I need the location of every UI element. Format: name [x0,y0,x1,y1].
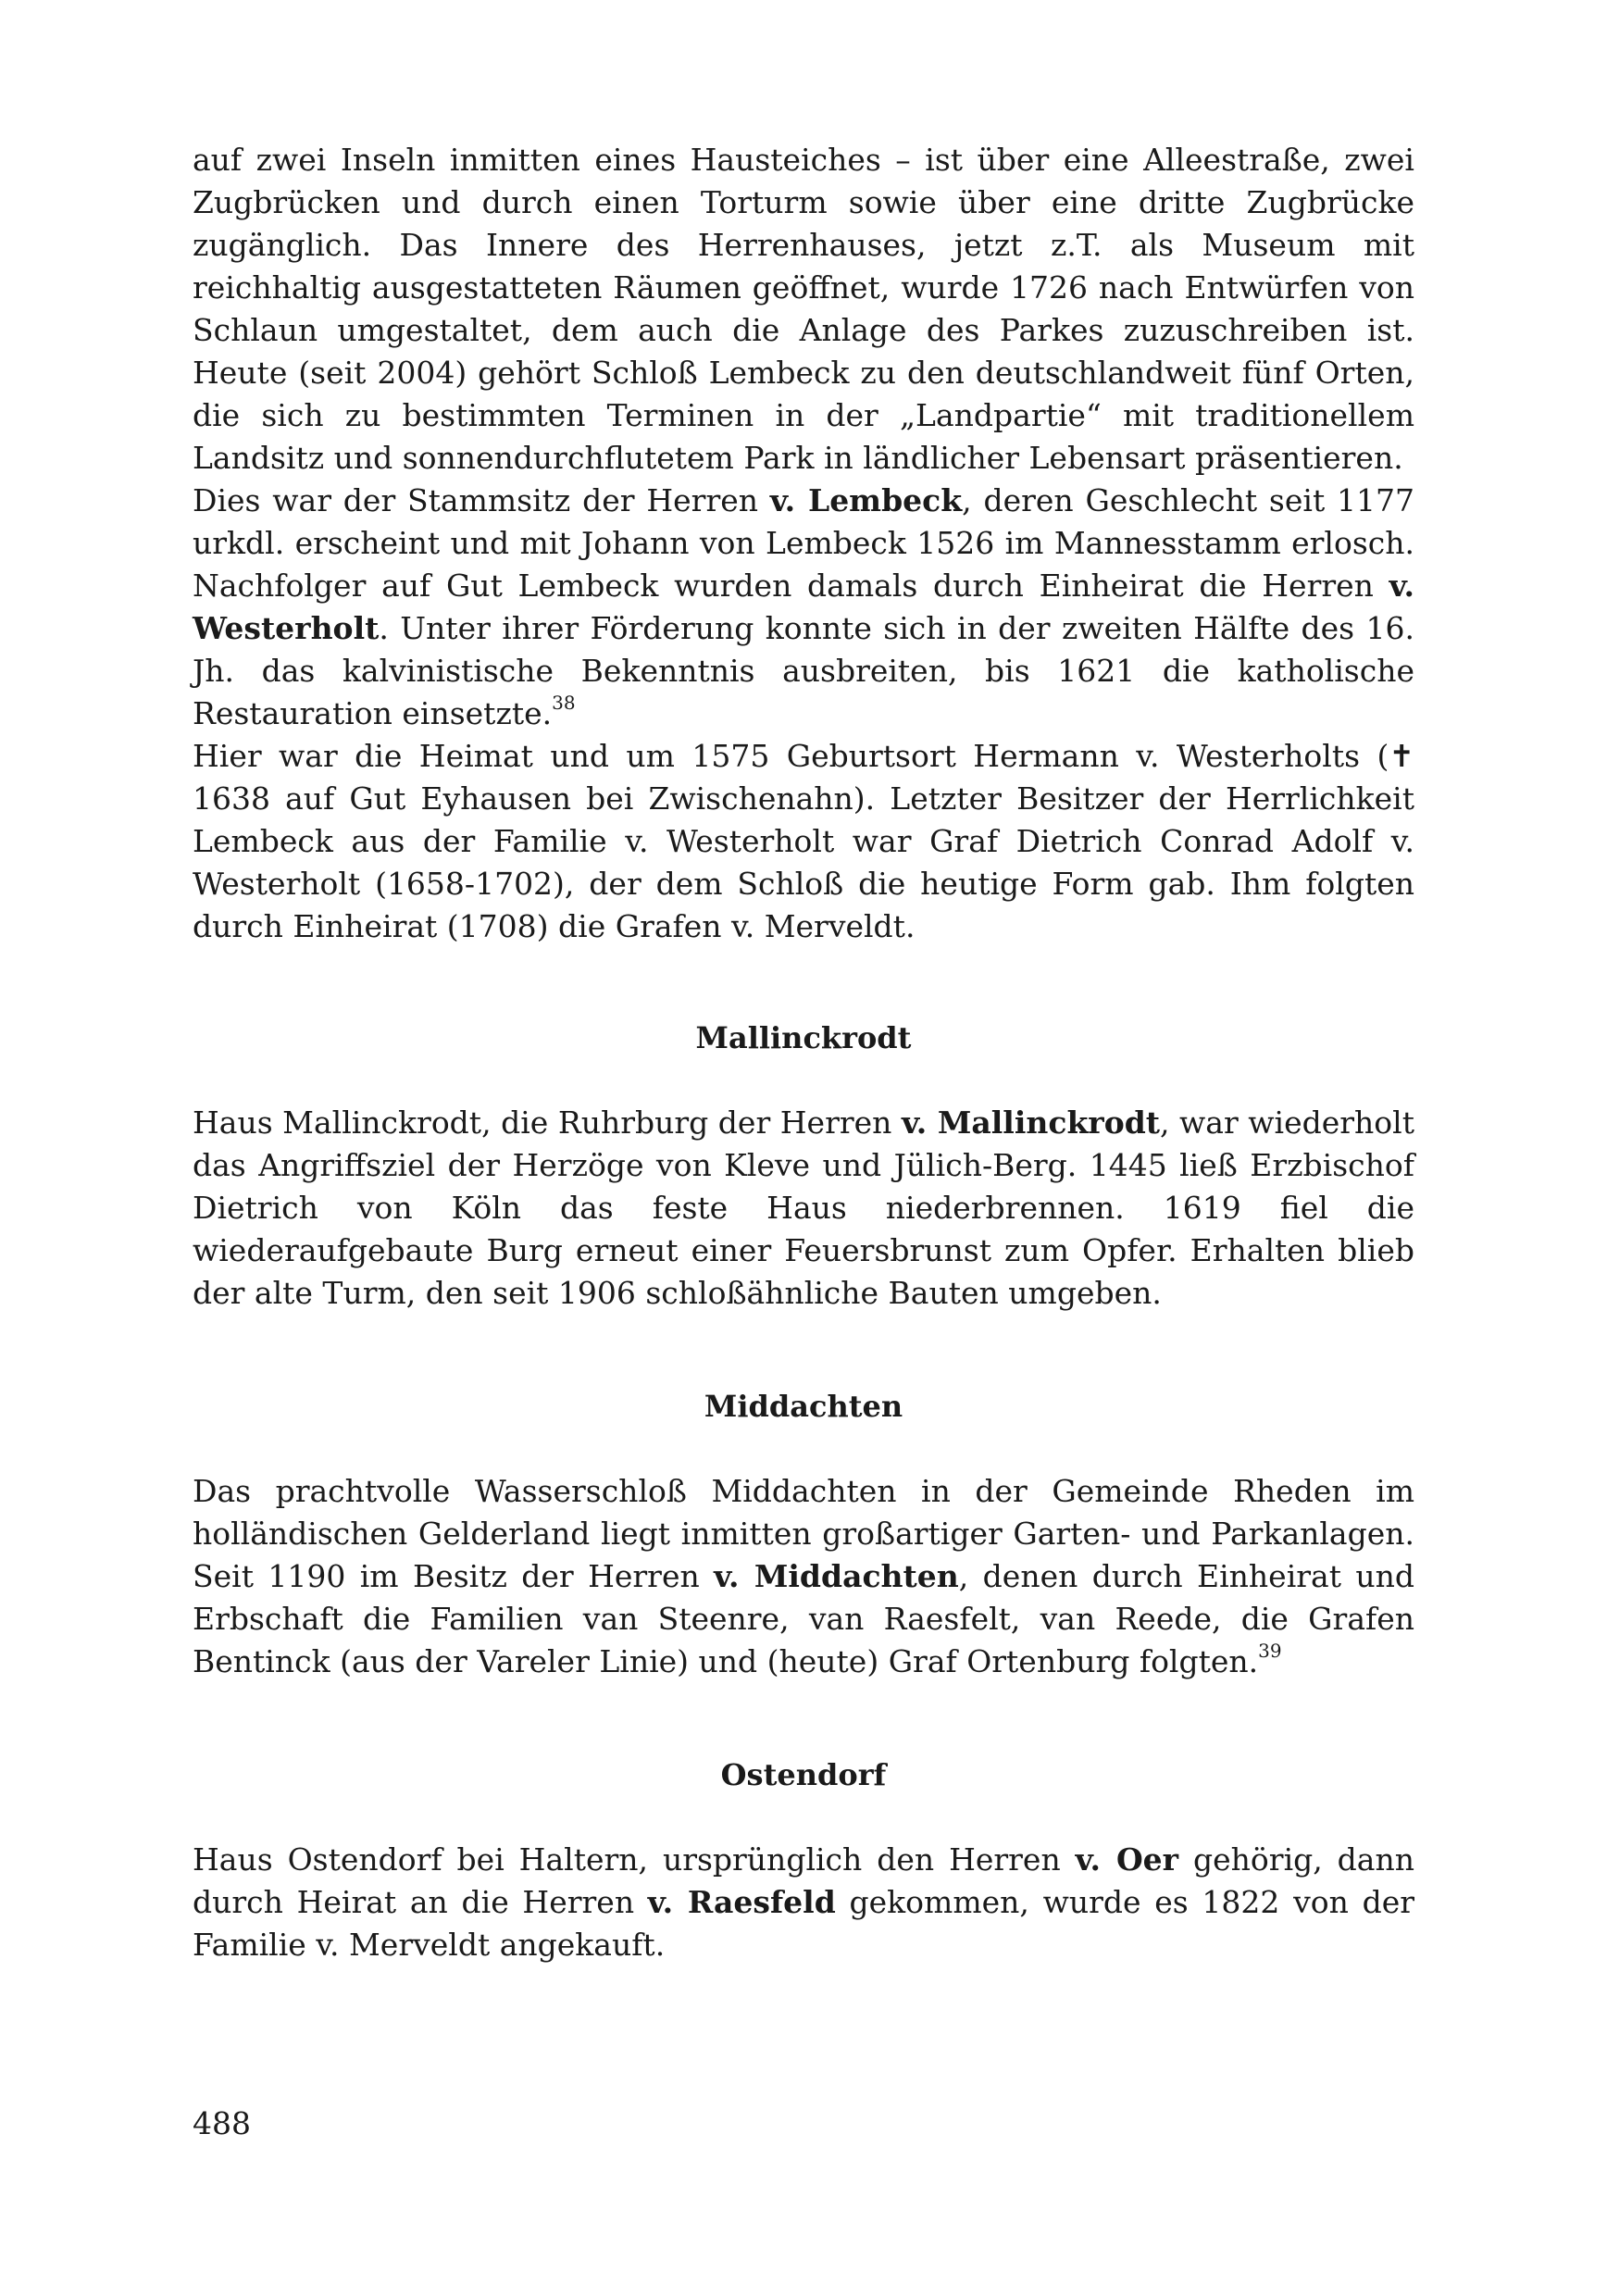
name-lembeck: v. Lembeck [769,482,963,518]
page-body [193,139,1414,1966]
paragraph-lembeck-lineage [193,480,1414,735]
text-run: gekommen, wurde es 1822 von der Familie v. Merveldt angekauft. [193,1884,1414,1963]
page-number: 488 [193,2105,251,2141]
heading-mallinckrodt: Mallinckrodt [695,1020,912,1055]
name-raesfeld: v. Raesfeld [647,1884,836,1920]
text-run: , deren Geschlecht seit 1177 urkdl. erscheint und mit Johann von Lembeck 1526 im Mannesstamm erlosch. Nachfolger auf Gut Lembeck wurden damals durch Einheirat die Herren [193,482,1414,604]
heading-middachten: Middachten [704,1389,903,1424]
footnote-ref-39: 39 [1258,1640,1282,1662]
text-run: Haus Mallinckrodt, die Ruhrburg der Herren [193,1104,902,1141]
text-run: Dies war der Stammsitz der Herren [193,482,770,518]
text-run: Das prachtvolle Wasserschloß Middachten in der Gemeinde Rheden im holländischen Gelderland liegt inmitten großartiger Garten- und Parkanlagen. Seit 1190 im Besitz der Herren [193,1473,1414,1594]
footnote-ref-38: 38 [552,692,576,714]
paragraph-mallinckrodt [193,1102,1414,1315]
text-run: , war wiederholt das Angriffsziel der Herzöge von Kleve und Jülich-Berg. 1445 ließ Erzbischof Dietrich von Köln das feste Haus niederbrennen. 1619 fiel die wiederaufgebaute Burg erneut einer Feuersbrunst zum Opfer. Erhalten blieb der alte Turm, den seit 1906 schloßähnliche Bauten umgeben. [193,1104,1414,1311]
text-run: . Unter ihrer Förderung konnte sich in der zweiten Hälfte des 16. Jh. das kalvinistische Bekenntnis ausbreiten, bis 1621 die katholische Restauration einsetzte. [193,610,1414,731]
name-oer: v. Oer [1075,1841,1179,1878]
name-mallinckrodt: v. Mallinckrodt [901,1104,1161,1141]
text-run: Haus Ostendorf bei Haltern, ursprünglich den Herren [193,1841,1076,1878]
name-westerholt: v. Westerholt [193,568,1414,646]
paragraph-westerholt-heimat: Hier war die Heimat und um 1575 Geburtsort Hermann v. Westerholts (✝ 1638 auf Gut Eyhausen bei Zwischenahn). Letzter Besitzer der Herrlichkeit Lembeck aus der Familie v. Westerholt war Graf Dietrich Conrad Adolf v. Westerholt (1658-1702), der dem Schloß die heutige Form gab. Ihm folgten durch Einheirat (1708) die Grafen v. Merveldt. [193,738,1414,944]
heading-ostendorf: Ostendorf [720,1757,887,1792]
paragraph-ostendorf [193,1839,1414,1966]
text-run: , denen durch Einheirat und Erbschaft die Familien van Steenre, van Raesfelt, van Reede, die Grafen Bentinck (aus der Vareler Linie) und (heute) Graf Ortenburg folgten. [193,1558,1414,1679]
paragraph-lembeck-castle: auf zwei Inseln inmitten eines Hausteiches – ist über eine Alleestraße, zwei Zugbrücken und durch einen Torturm sowie über eine dritte Zugbrücke zugänglich. Das Innere des Herrenhauses, jetzt z.T. als Museum mit reichhaltig ausgestatteten Räumen geöffnet, wurde 1726 nach Entwürfen von Schlaun umgestaltet, dem auch die Anlage des Parkes zuzuschreiben ist. Heute (seit 2004) gehört Schloß Lembeck zu den deutschlandweit fünf Orten, die sich zu bestimmten Terminen in der „Landpartie“ mit traditionellem Landsitz und sonnendurchflutetem Park in ländlicher Lebensart präsentieren. [193,142,1414,476]
paragraph-middachten [193,1470,1414,1683]
text-run: gehörig, dann durch Heirat an die Herren [193,1841,1414,1920]
name-middachten: v. Middachten [714,1558,959,1594]
